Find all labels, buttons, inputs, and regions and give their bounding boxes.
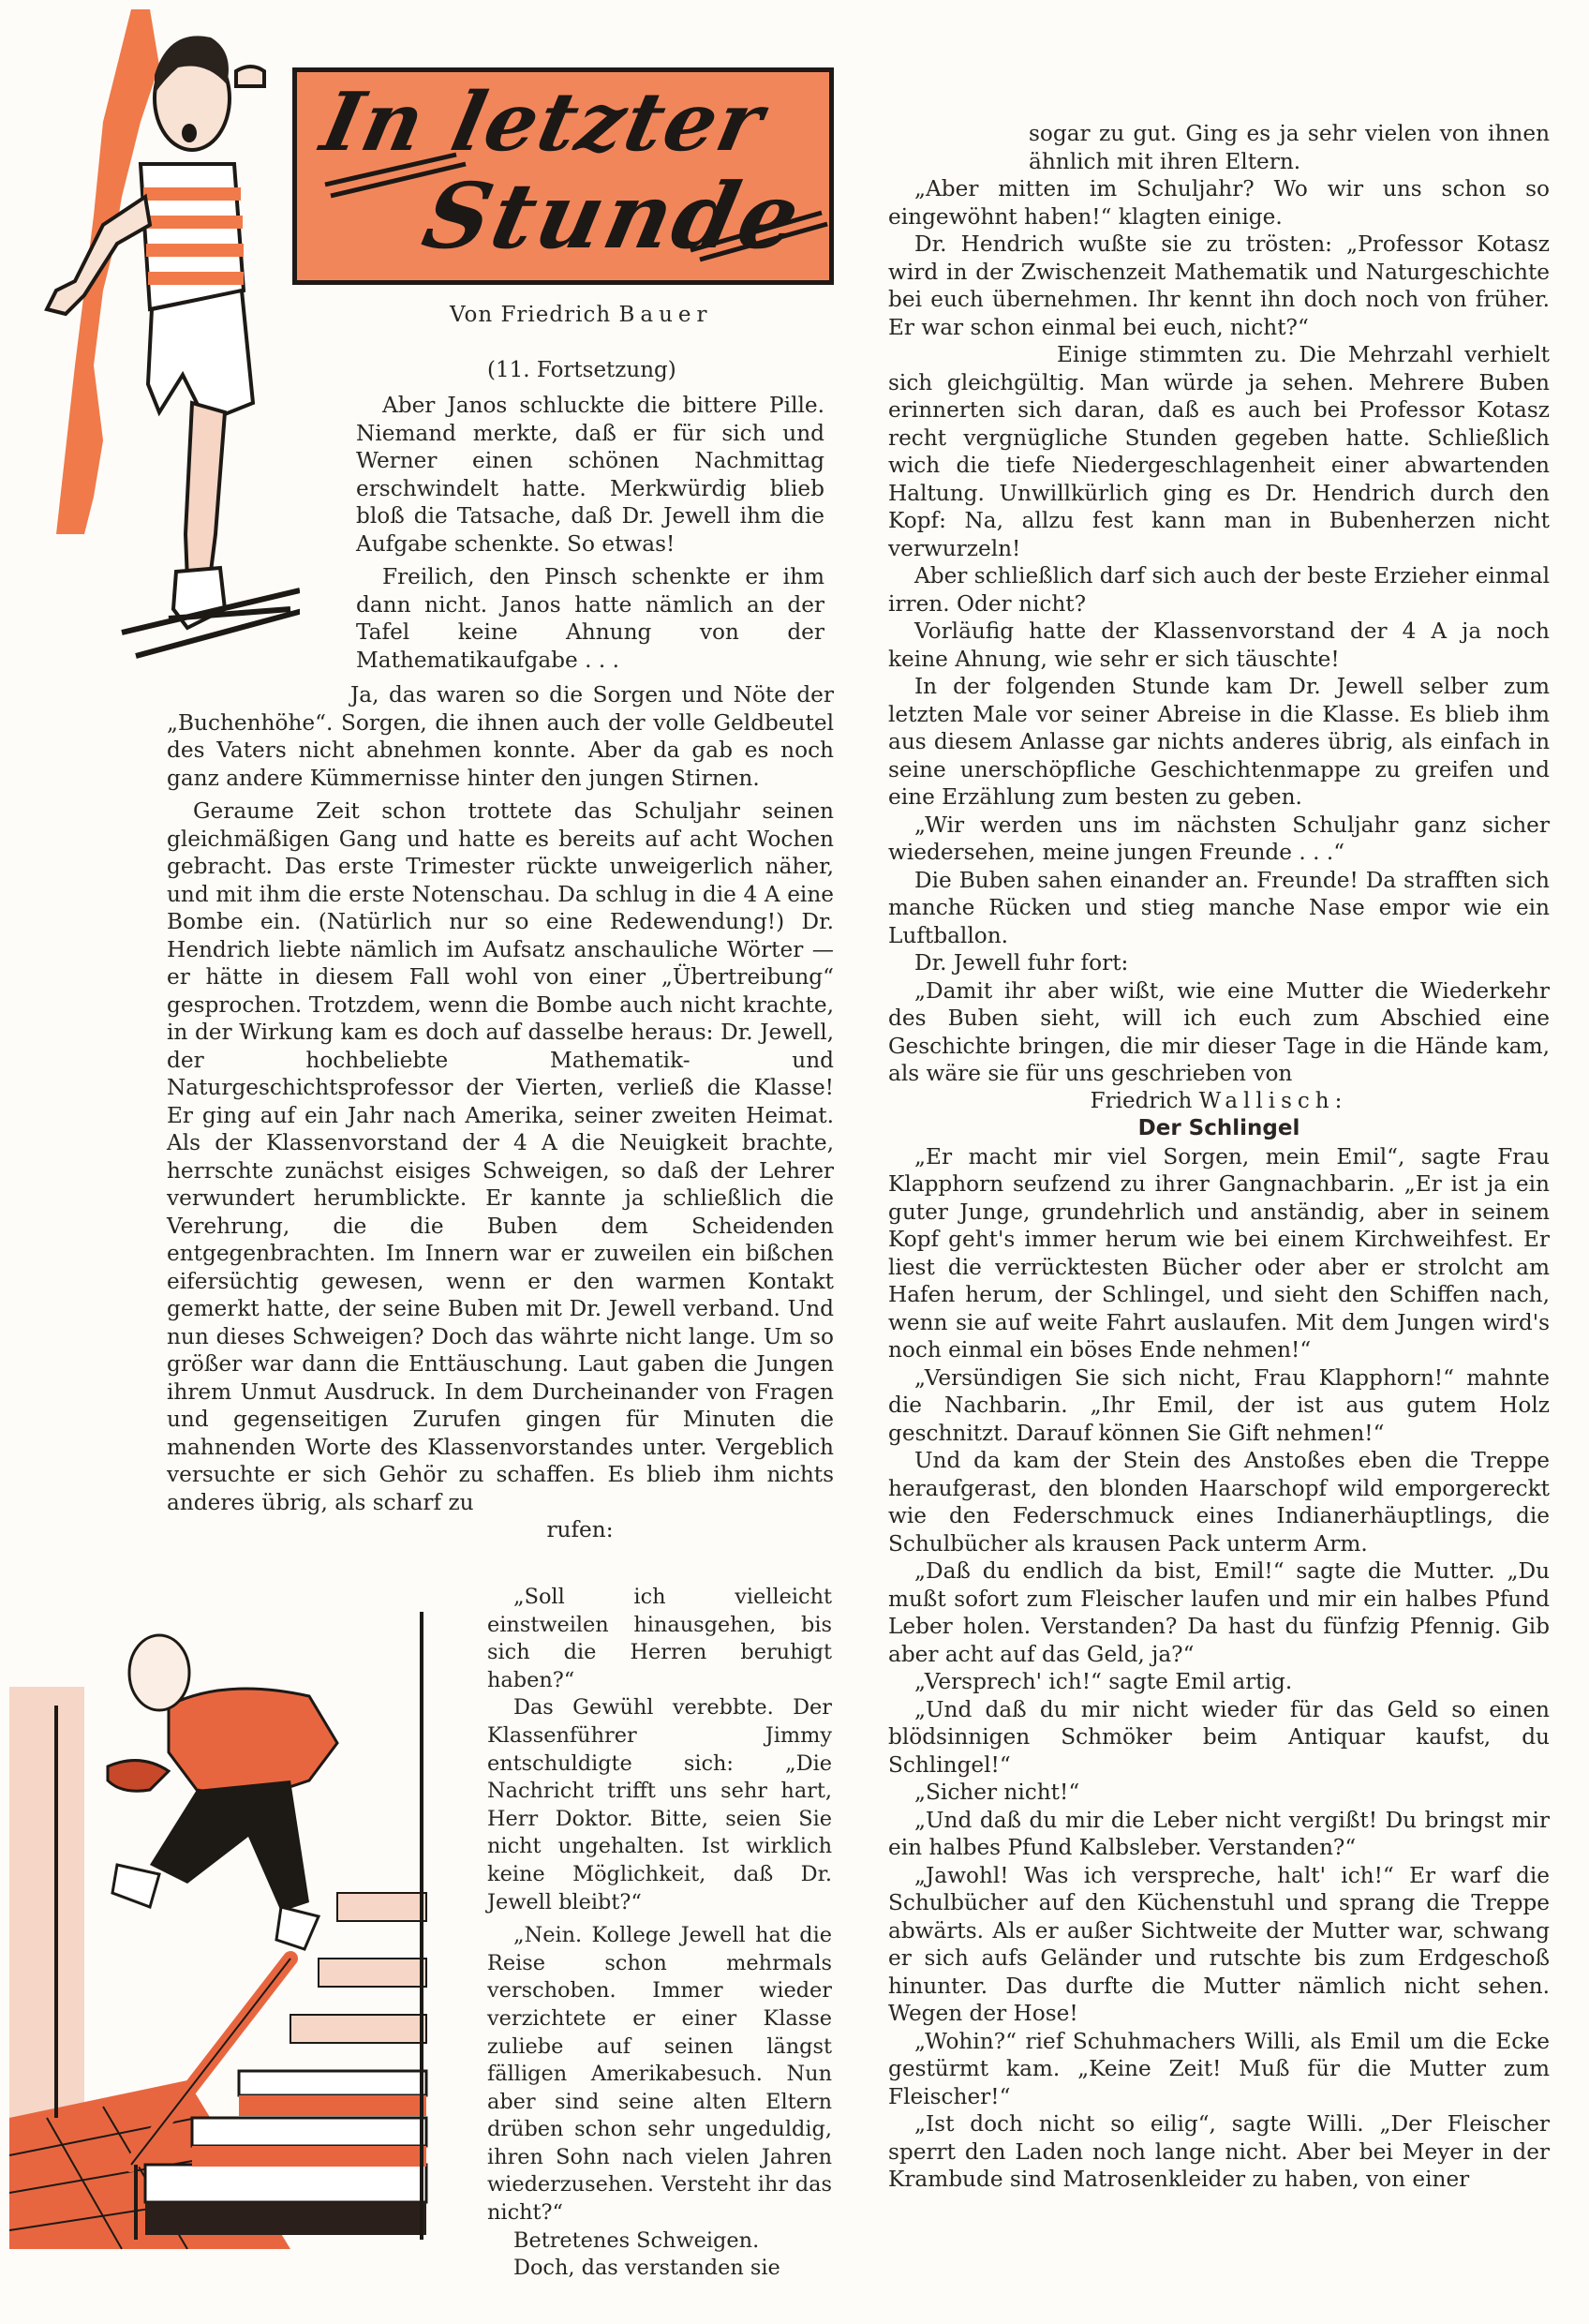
cap-in-hand xyxy=(108,1761,169,1792)
paragraph: Doch, das verstanden sie xyxy=(513,2256,780,2281)
wall-wash xyxy=(9,1687,84,2137)
title-underline-strokes xyxy=(297,72,829,280)
story-author xyxy=(888,1088,1550,1116)
byline-author-name: Bauer xyxy=(618,303,713,327)
column-left-upper xyxy=(356,392,824,674)
paragraph: Dr. Hendrich wußte sie zu trösten: „Professor Kotasz wird in der Zwischenzeit Mathematik und Naturgeschichte bei euch übernehmen. Ihr kennt ihn doch noch von früher. Er war schon einmal bei euch, nicht?“ xyxy=(888,231,1550,340)
boy-shirt xyxy=(141,164,244,309)
paragraph: „Aber mitten im Schuljahr? Wo wir uns schon so eingewöhnt haben!“ klagten einige. xyxy=(888,176,1550,230)
paragraph: „Soll ich vielleicht einstweilen hinausgehen, bis sich die Herren beruhigt haben?“ xyxy=(487,1585,832,1692)
boy-hand-on-sign xyxy=(236,67,264,86)
paragraph: Einige stimmten zu. Die Mehrzahl verhielt sich gleichgültig. Man würde ja sehen. Mehrere Buben erinnerten sich daran, daß es auch bei Professor Kotasz recht vergnügliche Stunden gegeben hatte. Schließlich wich die tiefe Niedergeschlagenheit einer abwartenden Haltung. Unwillkürlich ging es Dr. Hendrich durch den Kopf: Na, allzu fest kann man in Bubenherzen nicht verwurzeln! xyxy=(888,342,1550,561)
installment-label: (11. Fortsetzung) xyxy=(487,358,676,382)
story-paragraph: „Und daß du mir nicht wieder für das Geld so einen blödsinnigen Schmöker beim Antiquar kaufst, du Schlingel!“ xyxy=(888,1696,1550,1778)
orange-shadow-shape xyxy=(56,9,159,534)
boy-head-2 xyxy=(129,1635,189,1710)
story-author-name: Wallisch: xyxy=(1198,1088,1348,1113)
paragraph: „Wir werden uns im nächsten Schuljahr ganz sicher wiedersehen, meine jungen Freunde . . .“ xyxy=(888,812,1550,865)
story-paragraph: „Daß du endlich da bist, Emil!“ sagte die Mutter. „Du mußt sofort zum Fleischer laufen und mir ein halbes Pfund Leber holen. Verstanden? Da hast du fünfzig Pfennig. Gib aber acht auf das Geld, ja?“ xyxy=(888,1558,1550,1667)
paragraph: Dr. Jewell fuhr fort: xyxy=(914,950,1129,976)
story-author-prefix: Friedrich xyxy=(1090,1088,1193,1113)
author-byline xyxy=(450,303,713,327)
column-left-middle xyxy=(167,681,834,1544)
title-banner xyxy=(292,67,834,285)
paragraph: Vorläufig hatte der Klassenvorstand der 4 A ja noch keine Ahnung, wie sehr er sich täuschte! xyxy=(888,618,1550,672)
paragraph: rufen: xyxy=(546,1517,614,1542)
story-paragraph: „Er macht mir viel Sorgen, mein Emil“, sagte Frau Klapphorn seufzend zu ihrer Gangnachbarin. „Er ist ja ein guter Junge, grundehrlich und anständig, aber in seinem Kopf geht's immer herum wie bei einem Kirchweihfest. Er liest die verrücktesten Bücher oder aber er strolcht am Hafen herum, der Schlingel, und sieht den Schiffen nach, wenn sie auf weite Fahrt auslaufen. Mit dem Jungen wird's noch einmal ein böses Ende nehmen!“ xyxy=(888,1143,1550,1363)
boy-shorts xyxy=(148,290,253,422)
column-right xyxy=(888,120,1550,2194)
paragraph: Geraume Zeit schon trottete das Schuljahr seinen gleichmäßigen Gang und hatte es bereits auf acht Wochen gebracht. Das erste Trimester rückte unweigerlich näher, und mit ihm die erste Notenschau. Da schlug in die 4 A eine Bombe ein. (Natürlich nur so eine Redewendung!) Dr. Hendrich liebte nämlich im Aufsatz anschauliche Wörter — er hätte in diesem Fall wohl von einer „Übertreibung“ gesprochen. Trotzdem, wenn die Bombe auch nicht krachte, in der Wirkung kam es doch auf dasselbe heraus: Dr. Jewell, der hochbeliebte Mathematik- und Naturgeschichtsprofessor der Vierten, verließ die Klasse! Er ging auf ein Jahr nach Amerika, seiner zweiten Heimat. Als der Klassenvorstand der 4 A die Neuigkeit brachte, herrschte zunächst eisiges Schweigen, so daß der Lehrer verwundert herumblickte. Er kannte ja schließlich die Verehrung, die die Buben dem Scheidenden entgegenbrachten. Im Innern war er zuweilen ein bißchen eifersüchtig gewesen, wenn er den warmen Kontakt gemerkt hatte, der seine Buben mit Dr. Jewell verband. Und nun dieses Schweigen? Doch das währte nicht lange. Um so größer war dann die Enttäuschung. Laut gaben die Jungen ihrem Unmut Ausdruck. In dem Durcheinander von Fragen und gegenseitigen Zurufen gingen für Minuten die mahnenden Worte des Klassenvorstandes unter. Vergeblich versuchte er sich Gehör zu schaffen. Es blieb ihm nichts anderes übrig, als scharf zu xyxy=(167,798,834,1515)
byline-prefix: Von Friedrich xyxy=(450,303,612,327)
title-line-1: In letzter xyxy=(314,75,773,170)
story-paragraph: „Wohin?“ rief Schuhmachers Willi, als Emil um die Ecke gestürmt kam. „Keine Zeit! Muß für die Mutter zum Fleischer!“ xyxy=(888,2028,1550,2109)
illustration-boy-on-staircase xyxy=(9,1593,478,2305)
boy-trousers xyxy=(150,1780,309,1912)
paragraph: In der folgenden Stunde kam Dr. Jewell selber zum letzten Male vor seiner Abreise in die Klasse. Es blieb ihm aus diesem Anlasse gar nichts anderes übrig, als einfach in seine unerschöpfliche Geschichtenmappe zu greifen und eine Erzählung zum besten zu geben. xyxy=(888,674,1550,810)
story-paragraph: „Versündigen Sie sich nicht, Frau Klapphorn!“ mahnte die Nachbarin. „Ihr Emil, der ist aus gutem Holz geschnitzt. Darauf können Sie Gift nehmen!“ xyxy=(888,1364,1550,1446)
story-paragraph: „Und daß du mir die Leber nicht vergißt! Du bringst mir ein halbes Pfund Kalbsleber. Verstanden?“ xyxy=(888,1807,1550,1860)
title-line-2: Stunde xyxy=(414,163,811,269)
boy-shoe-left xyxy=(112,1865,159,1907)
paragraph: Betretenes Schweigen. xyxy=(513,2227,760,2253)
paragraph: Aber schließlich darf sich auch der beste Erzieher einmal irren. Oder nicht? xyxy=(888,563,1550,617)
boy-leg xyxy=(186,403,225,581)
story-paragraph: „Jawohl! Was ich verspreche, halt' ich!“ Er warf die Schulbücher auf den Küchenstuhl und sprang die Treppe abwärts. Als er außer Sichtweite der Mutter war, schwang er sich aufs Geländer und rutschte bis zum Erdgeschoß hinunter. Das durfte die Mutter nämlich nicht sehen. Wegen der Hose! xyxy=(888,1862,1550,2026)
paragraph: sogar zu gut. Ging es ja sehr vielen von ihnen ähnlich mit ihren Eltern. xyxy=(1029,121,1550,174)
boy-mouth xyxy=(182,124,197,142)
paragraph: Die Buben sahen einander an. Freunde! Da strafften sich manche Rücken und stieg manche Nase empor wie ein Luftballon. xyxy=(888,867,1550,948)
story-paragraph: „Sicher nicht!“ xyxy=(914,1780,1080,1805)
paragraph: „Damit ihr aber wißt, wie eine Mutter die Wiederkehr des Buben sieht, will ich euch zum Abschied eine Geschichte bringen, die mir dieser Tage in die Hände kam, als wäre sie für uns geschrieben von xyxy=(888,977,1550,1086)
paragraph: Freilich, den Pinsch schenkte er ihm dann nicht. Janos hatte nämlich an der Tafel keine Ahnung von der Mathematikaufgabe . . . xyxy=(356,564,824,673)
story-paragraph: „Versprech' ich!“ sagte Emil artig. xyxy=(914,1669,1293,1694)
paragraph: Aber Janos schluckte die bittere Pille. Niemand merkte, daß er für sich und Werner einen schönen Nachmittag erschwindelt hatte. Merkwürdig blieb bloß die Tatsache, daß Dr. Jewell ihm die Aufgabe schenkte. So etwas! xyxy=(356,393,824,557)
illustration-running-boy xyxy=(19,9,300,684)
story-paragraph: Und da kam der Stein des Anstoßes eben die Treppe heraufgerast, den blonden Haarschopf wild emporgereckt wie den Federschmuck eines Indianerhäuptlings, die Schulbücher als krausen Pack unterm Arm. xyxy=(888,1448,1550,1557)
boy-shoe-right xyxy=(276,1907,319,1949)
boy-sweater xyxy=(169,1689,337,1799)
paragraph: „Nein. Kollege Jewell hat die Reise schon mehrmals verschoben. Immer wieder verzichtete er einer Klasse zuliebe auf seinen längst fälligen Amerikabesuch. Nun aber sind seine alten Eltern drüben schon sehr ungeduldig, ihren Sohn nach vielen Jahren wiederzusehen. Versteht ihr das nicht?“ xyxy=(487,1923,832,2226)
story-paragraph: „Ist doch nicht so eilig“, sagte Willi. „Der Fleischer sperrt den Laden noch lange nicht. Aber bei Meyer in der Krambude sind Matrosenkleider zu haben, von einer xyxy=(888,2111,1550,2192)
paragraph: Ja, das waren so die Sorgen und Nöte der „Buchenhöhe“. Sorgen, die ihnen auch der volle Geldbeutel des Vaters nicht abnehmen konnte. Aber da gab es noch ganz andere Kümmernisse hinter den jungen Stirnen. xyxy=(167,682,834,791)
paragraph: Das Gewühl verebbte. Der Klassenführer Jimmy entschuldigte sich: „Die Nachricht trifft uns sehr hart, Herr Doktor. Bitte, seien Sie nicht ungehalten. Ist wirklich keine Möglichkeit, daß Dr. Jewell bleibt?“ xyxy=(487,1695,832,1914)
story-title: Der Schlingel xyxy=(1137,1116,1300,1140)
column-left-lower xyxy=(487,1584,832,2283)
